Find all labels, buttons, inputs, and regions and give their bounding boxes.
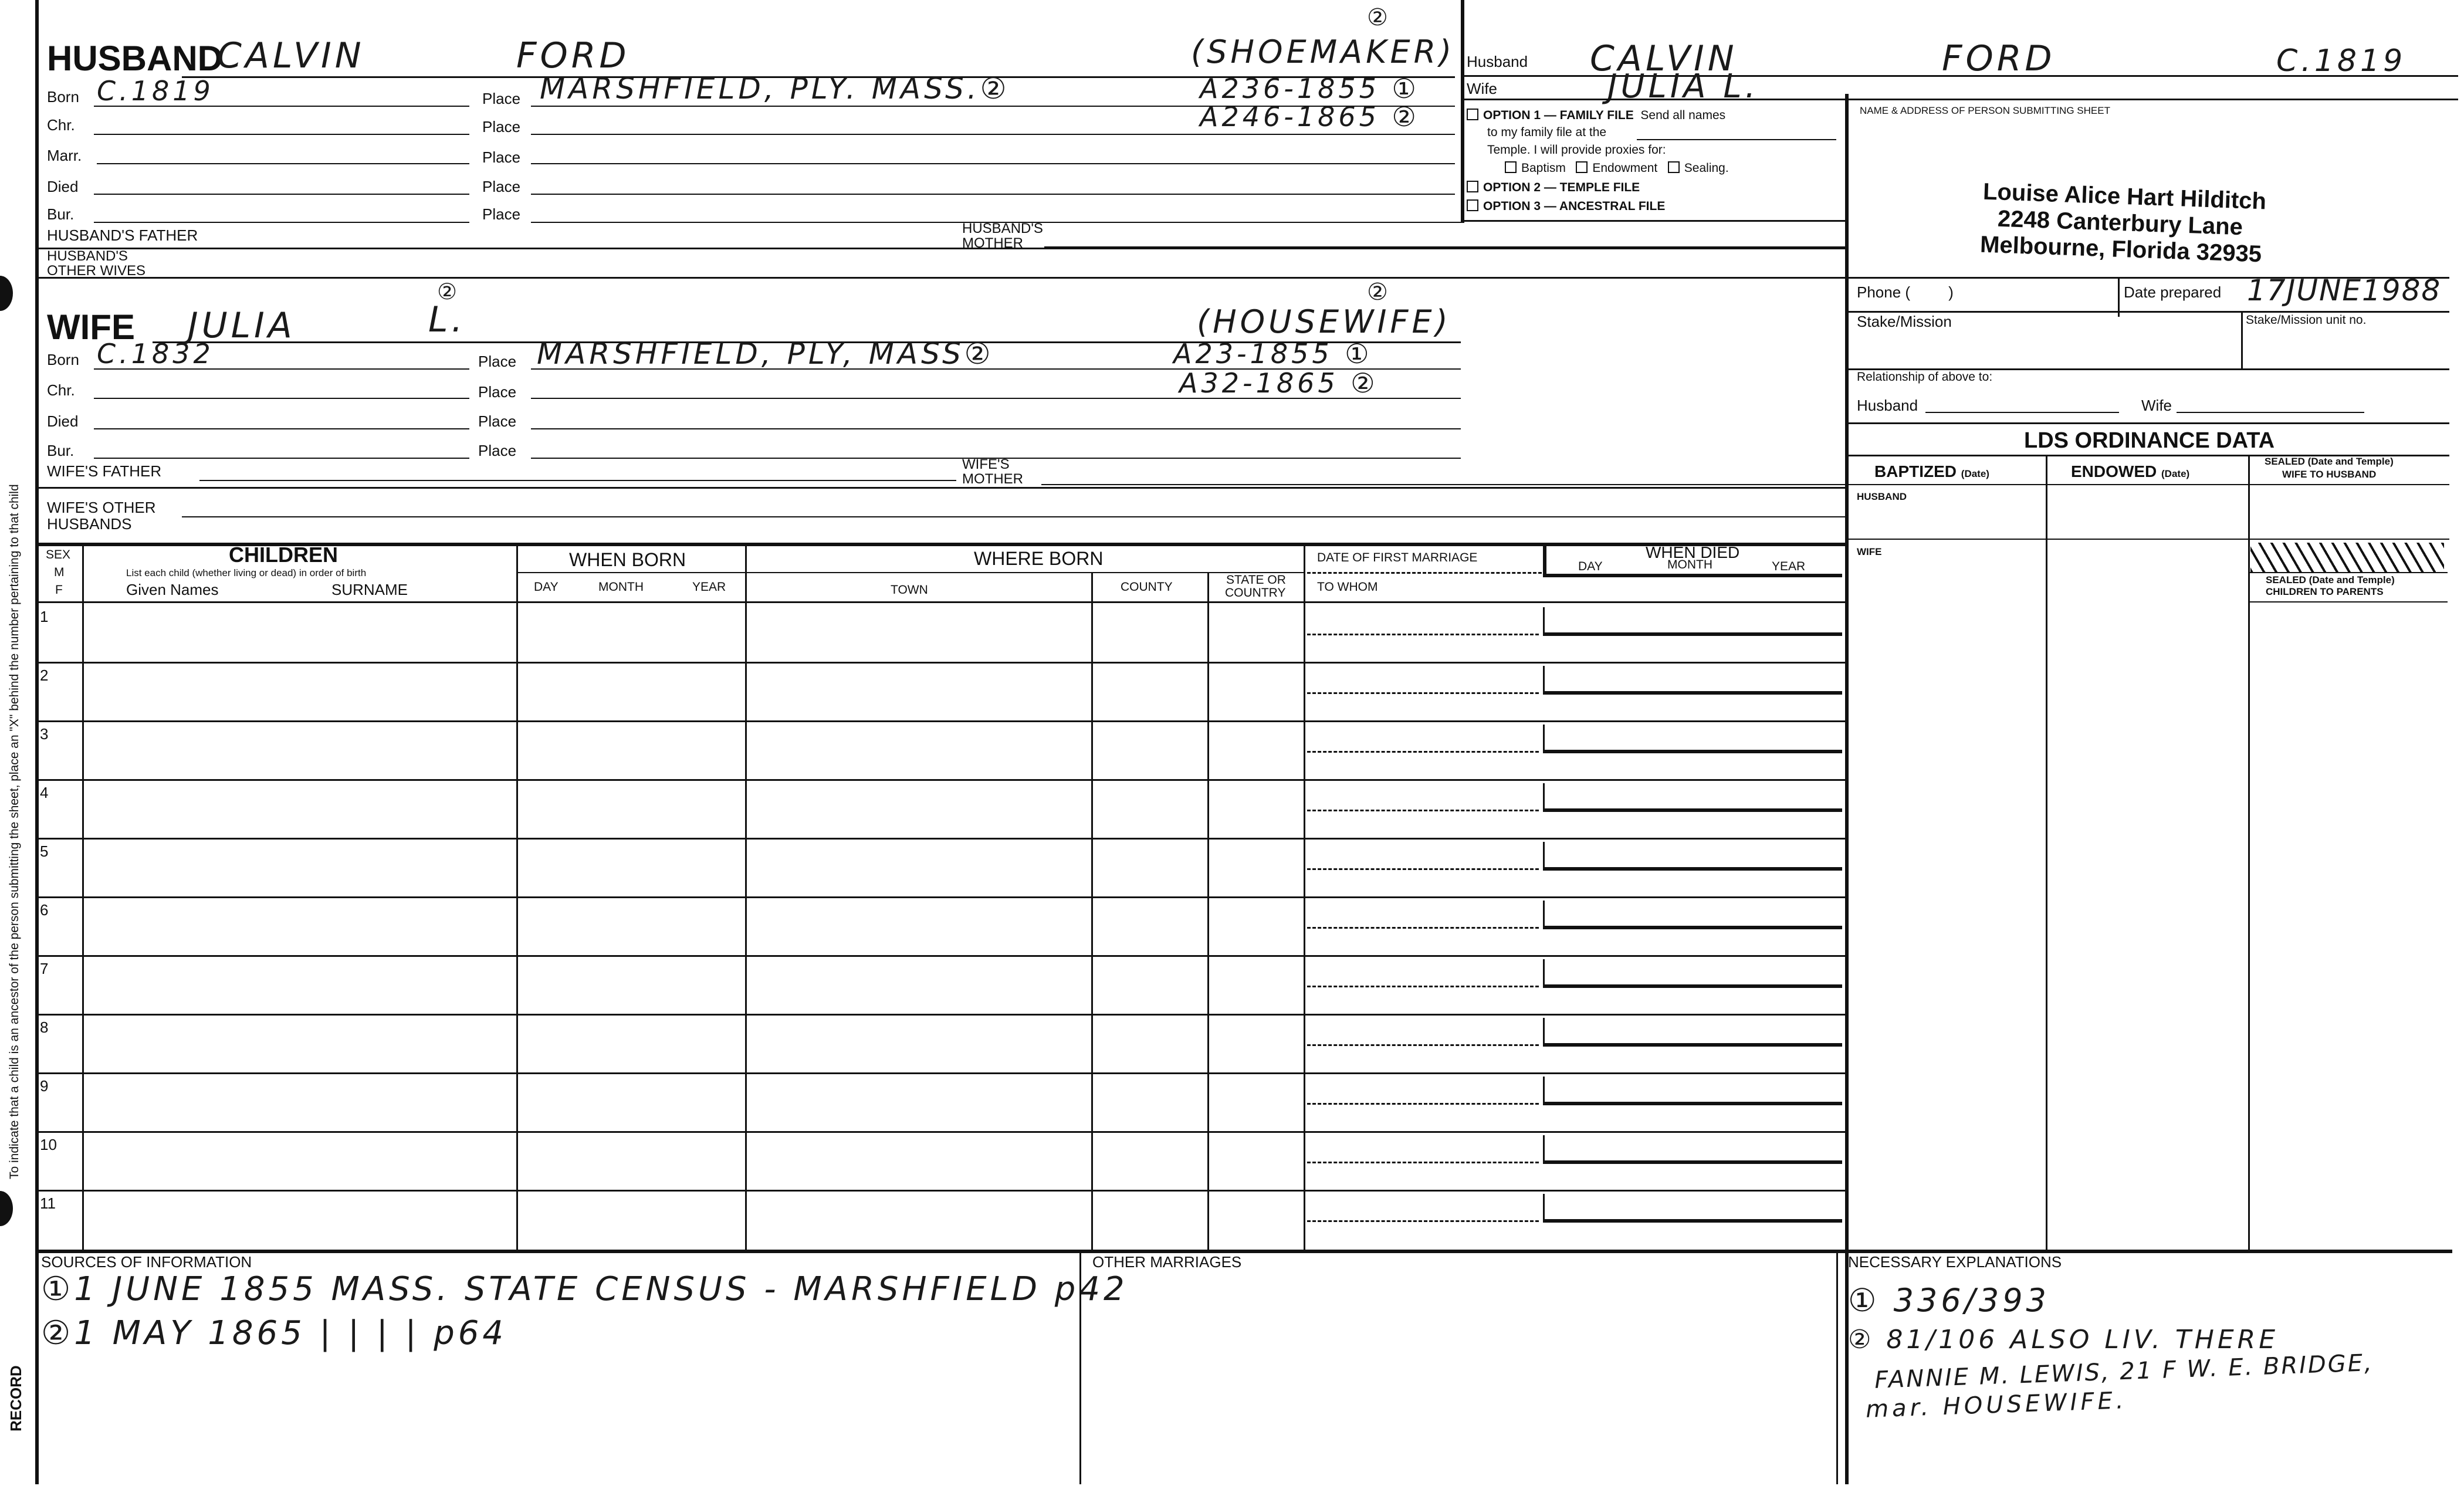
stake-unit-label: Stake/Mission unit no. bbox=[2246, 313, 2367, 327]
wifes-other-husbands-label-2: HUSBANDS bbox=[47, 515, 132, 533]
explanation-2a: ② 81/106 ALSO LIV. THERE bbox=[1848, 1325, 2279, 1355]
lds-row-wife: WIFE bbox=[1857, 546, 1882, 557]
sealed-children-1: SEALED (Date and Temple) bbox=[2266, 574, 2395, 585]
option1: OPTION 1 — FAMILY FILE Send all names bbox=[1467, 109, 1725, 121]
option1-ordinances: Baptism Endowment Sealing. bbox=[1505, 161, 1729, 174]
died-year-label: YEAR bbox=[1772, 560, 1806, 573]
right-panel-divider bbox=[1845, 94, 1849, 1484]
child-row-number: 1 bbox=[40, 608, 49, 625]
wife-chr-ref: A32-1865 ② bbox=[1179, 367, 1379, 399]
rp-husband-date: C.1819 bbox=[2276, 43, 2407, 79]
sealed-children-2: CHILDREN TO PARENTS bbox=[2266, 586, 2384, 597]
surname-label: SURNAME bbox=[331, 581, 408, 598]
rp-wife-label: Wife bbox=[1467, 80, 1497, 97]
child-row-number: 3 bbox=[40, 725, 49, 743]
submitter-line3: Melbourne, Florida 32935 bbox=[1979, 231, 2262, 268]
to-whom-label: TO WHOM bbox=[1317, 580, 1378, 594]
phone-label: Phone ( ) bbox=[1857, 283, 1954, 301]
submitter-header: NAME & ADDRESS OF PERSON SUBMITTING SHEET bbox=[1860, 105, 2110, 116]
child-row-number: 6 bbox=[40, 901, 49, 919]
husband-given-name: CALVIN bbox=[217, 35, 365, 76]
husband-surname: FORD bbox=[516, 35, 630, 76]
died-day-label: DAY bbox=[1578, 560, 1603, 573]
option1-checkbox[interactable] bbox=[1467, 109, 1478, 120]
rel-wife-label: Wife bbox=[2141, 397, 2172, 414]
wife-born-ref: A23-1855 ① bbox=[1173, 338, 1373, 370]
record-label: RECORD bbox=[7, 1365, 25, 1431]
col-sealed-1: SEALED (Date and Temple) bbox=[2265, 456, 2394, 467]
punch-hole-bottom bbox=[0, 1191, 13, 1226]
wife-section-label: WIFE bbox=[47, 307, 135, 347]
husbands-other-wives-label-1: HUSBAND'S bbox=[47, 248, 128, 264]
born-month-label: MONTH bbox=[598, 580, 644, 594]
where-born-label: WHERE BORN bbox=[974, 548, 1104, 569]
margin-side-text: To indicate that a child is an ancestor of the person submitting the sheet, place an "X" behind the number pertaining to that child bbox=[8, 484, 21, 1179]
when-died-label: WHEN DIED bbox=[1646, 543, 1740, 561]
source-1: ①1 JUNE 1855 MASS. STATE CENSUS - MARSHFIELD p42 bbox=[41, 1270, 1128, 1308]
baptism-checkbox[interactable] bbox=[1505, 161, 1517, 173]
date-prepared-label: Date prepared bbox=[2124, 283, 2222, 301]
husband-section-label: HUSBAND bbox=[47, 39, 223, 78]
sex-label: SEX bbox=[46, 548, 71, 561]
child-row-number: 4 bbox=[40, 784, 49, 801]
sources-label: SOURCES OF INFORMATION bbox=[41, 1253, 252, 1271]
wife-occupation-note: ② bbox=[1367, 279, 1392, 306]
other-marriages-label: OTHER MARRIAGES bbox=[1092, 1253, 1242, 1271]
stake-label: Stake/Mission bbox=[1857, 313, 1952, 330]
explanations-label: NECESSARY EXPLANATIONS bbox=[1848, 1253, 2062, 1271]
husbands-mother-label-1: HUSBAND'S bbox=[962, 221, 1043, 236]
date-prepared-value: 17JUNE1988 bbox=[2247, 273, 2442, 307]
husband-occupation: (SHOEMAKER) bbox=[1191, 33, 1456, 70]
given-names-label: Given Names bbox=[126, 581, 219, 598]
born-day-label: DAY bbox=[534, 580, 559, 594]
husband-chr-ref: A246-1865 ② bbox=[1200, 101, 1420, 133]
sex-m: M bbox=[54, 566, 65, 579]
lds-row-husband: HUSBAND bbox=[1857, 491, 1907, 502]
rp-husband-surname: FORD bbox=[1942, 38, 2056, 79]
option2-checkbox[interactable] bbox=[1467, 181, 1478, 192]
option-divider bbox=[1461, 0, 1464, 223]
child-row-number: 7 bbox=[40, 960, 49, 977]
children-subtitle: List each child (whether living or dead) in order of birth bbox=[126, 567, 367, 578]
source-2: ②1 MAY 1865 | | | | p64 bbox=[41, 1314, 507, 1352]
rp-husband-label: Husband bbox=[1467, 53, 1528, 70]
wife-initial-note: ② bbox=[437, 279, 461, 304]
explanation-2b: FANNIE M. LEWIS, 21 F W. E. BRIDGE, bbox=[1874, 1349, 2374, 1394]
wifes-mother-label-2: MOTHER bbox=[962, 471, 1023, 487]
child-row-number: 9 bbox=[40, 1077, 49, 1095]
husbands-father-label: HUSBAND'S FATHER bbox=[47, 226, 198, 244]
wife-initial: L. bbox=[428, 299, 466, 340]
option2: OPTION 2 — TEMPLE FILE bbox=[1467, 181, 1640, 194]
rel-husband-label: Husband bbox=[1857, 397, 1918, 414]
left-border bbox=[35, 0, 39, 1484]
explanation-2c: mar. HOUSEWIFE. bbox=[1865, 1387, 2128, 1423]
when-born-label: WHEN BORN bbox=[569, 549, 686, 570]
col-baptized: BAPTIZED (Date) bbox=[1874, 462, 1989, 480]
state-label-1: STATE OR bbox=[1226, 573, 1286, 587]
died-month-label: MONTH bbox=[1667, 558, 1712, 571]
husband-born-ref: A236-1855 ① bbox=[1200, 73, 1420, 104]
husbands-mother-label-2: MOTHER bbox=[962, 235, 1023, 251]
col-endowed: ENDOWED (Date) bbox=[2071, 462, 2190, 480]
rp-husband-given: CALVIN bbox=[1590, 38, 1738, 79]
option3-checkbox[interactable] bbox=[1467, 199, 1478, 211]
wifes-other-husbands-label-1: WIFE'S OTHER bbox=[47, 499, 156, 516]
wifes-father-label: WIFE'S FATHER bbox=[47, 462, 162, 480]
husband-born-date: C.1819 bbox=[97, 75, 214, 107]
lds-title: LDS ORDINANCE DATA bbox=[2024, 428, 2275, 453]
option3: OPTION 3 — ANCESTRAL FILE bbox=[1467, 199, 1665, 212]
child-row-number: 2 bbox=[40, 666, 49, 684]
children-title: CHILDREN bbox=[229, 543, 338, 567]
wife-given-name: JULIA bbox=[188, 305, 296, 346]
wife-born-date: C.1832 bbox=[97, 338, 214, 370]
child-row-number: 5 bbox=[40, 842, 49, 860]
sex-f: F bbox=[55, 583, 63, 597]
relationship-label: Relationship of above to: bbox=[1857, 370, 1993, 384]
husbands-other-wives-label-2: OTHER WIVES bbox=[47, 263, 146, 279]
sealing-checkbox[interactable] bbox=[1668, 161, 1680, 173]
town-label: TOWN bbox=[891, 583, 928, 597]
child-row-number: 10 bbox=[40, 1136, 57, 1153]
husband-born-place: MARSHFIELD, PLY. MASS.② bbox=[540, 72, 1010, 106]
rp-wife-name: JULIA L. bbox=[1607, 67, 1759, 106]
child-row-number: 8 bbox=[40, 1018, 49, 1036]
hatched-cell bbox=[2250, 543, 2444, 572]
wife-occupation: (HOUSEWIFE) bbox=[1197, 303, 1451, 340]
wifes-mother-label-1: WIFE'S bbox=[962, 456, 1010, 472]
wife-born-place: MARSHFIELD, PLY, MASS② bbox=[537, 337, 994, 371]
submitter-line2: 2248 Canterbury Lane bbox=[1997, 205, 2243, 241]
county-label: COUNTY bbox=[1121, 580, 1173, 594]
husband-occupation-note: ② bbox=[1367, 4, 1392, 31]
state-label-2: COUNTRY bbox=[1225, 586, 1286, 600]
born-year-label: YEAR bbox=[692, 580, 726, 594]
first-marriage-label: DATE OF FIRST MARRIAGE bbox=[1317, 551, 1478, 564]
child-row-number: 11 bbox=[40, 1194, 56, 1212]
endowment-checkbox[interactable] bbox=[1576, 161, 1588, 173]
col-sealed-2: WIFE TO HUSBAND bbox=[2282, 469, 2377, 480]
explanation-1: ① 336/393 bbox=[1848, 1282, 2050, 1319]
explanations-divider bbox=[1836, 1250, 1838, 1484]
submitter-line1: Louise Alice Hart Hilditch bbox=[1982, 178, 2267, 215]
